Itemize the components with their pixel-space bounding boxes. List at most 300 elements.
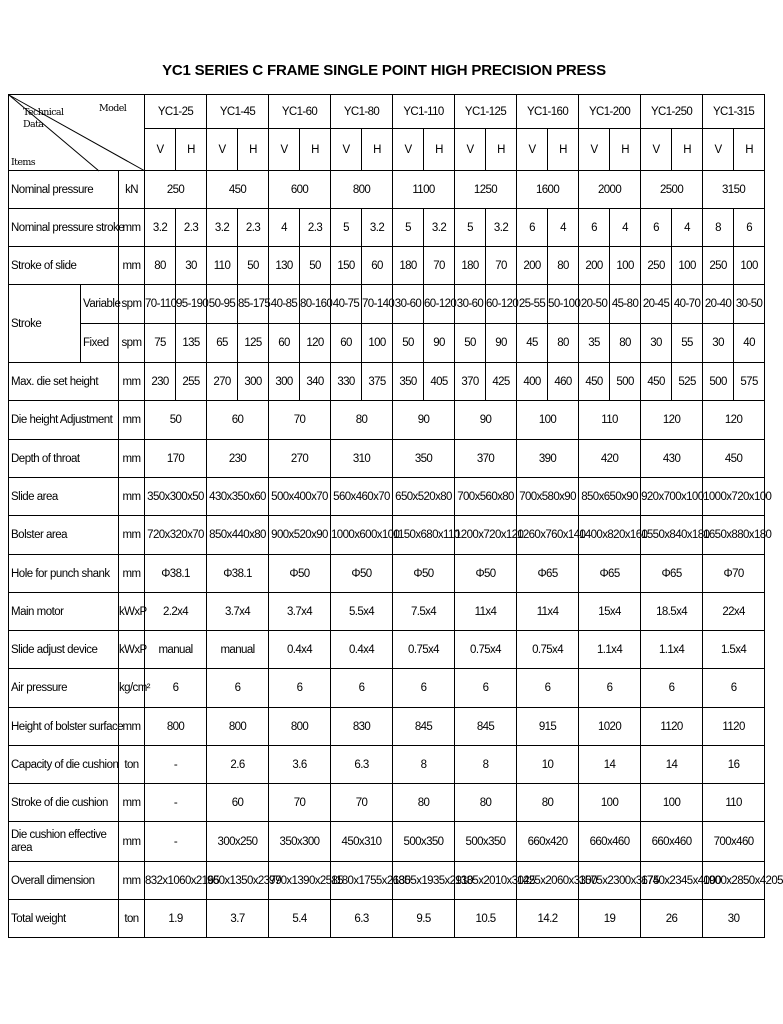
value-cell: 50 xyxy=(238,247,269,285)
value-cell: 2.3 xyxy=(238,209,269,247)
value-cell: 30-60 xyxy=(455,285,486,324)
row-label: Main motor xyxy=(9,593,119,631)
value-cell: 8 xyxy=(393,746,455,784)
value-cell: 22x4 xyxy=(703,593,765,631)
value-cell: manual xyxy=(207,631,269,669)
unit-cell: mm xyxy=(119,555,145,593)
value-cell: 525 xyxy=(672,363,703,401)
table-row xyxy=(9,363,765,401)
value-cell: 1.1x4 xyxy=(579,631,641,669)
value-cell: 75 xyxy=(145,324,176,363)
value-cell: 6 xyxy=(207,669,269,708)
value-cell: 11x4 xyxy=(517,593,579,631)
value-cell: 80-160 xyxy=(300,285,331,324)
value-cell: 800 xyxy=(145,708,207,746)
value-cell: 830 xyxy=(331,708,393,746)
value-cell: 5.4 xyxy=(269,900,331,938)
variant-v-header: V xyxy=(331,129,362,171)
variant-h-header: H xyxy=(548,129,579,171)
value-cell: 0.75x4 xyxy=(517,631,579,669)
value-cell: 832x1060x2165 xyxy=(145,862,207,900)
unit-cell: kg/cm² xyxy=(119,669,145,708)
table-row xyxy=(9,478,765,516)
value-cell: 250 xyxy=(703,247,734,285)
unit-cell: kN xyxy=(119,171,145,209)
unit-cell: mm xyxy=(119,440,145,478)
variant-v-header: V xyxy=(393,129,424,171)
value-cell: 660x460 xyxy=(579,822,641,862)
value-cell: 500x400x70 xyxy=(269,478,331,516)
value-cell: 70 xyxy=(331,784,393,822)
value-cell: 400 xyxy=(517,363,548,401)
table-row xyxy=(9,516,765,555)
value-cell: 95-190 xyxy=(176,285,207,324)
value-cell: Φ38.1 xyxy=(145,555,207,593)
value-cell: 10 xyxy=(517,746,579,784)
value-cell: 40 xyxy=(734,324,765,363)
table-row xyxy=(9,669,765,708)
value-cell: 560x460x70 xyxy=(331,478,393,516)
unit-cell: mm xyxy=(119,247,145,285)
variant-v-header: V xyxy=(455,129,486,171)
model-header-cell: YC1-125 xyxy=(455,95,517,129)
value-cell: 180 xyxy=(393,247,424,285)
value-cell: 90 xyxy=(455,401,517,440)
unit-cell: ton xyxy=(119,900,145,938)
value-cell: 1150x680x110 xyxy=(393,516,455,555)
table-row xyxy=(9,555,765,593)
value-cell: 3.2 xyxy=(486,209,517,247)
value-cell: 970x1390x2585 xyxy=(269,862,331,900)
unit-cell: mm xyxy=(119,516,145,555)
value-cell: 350x300 xyxy=(269,822,331,862)
value-cell: 18.5x4 xyxy=(641,593,703,631)
variant-h-header: H xyxy=(486,129,517,171)
value-cell: 15x4 xyxy=(579,593,641,631)
table-row xyxy=(9,708,765,746)
table-row xyxy=(9,822,765,862)
value-cell: 45 xyxy=(517,324,548,363)
value-cell: 1260x760x140 xyxy=(517,516,579,555)
value-cell: 70 xyxy=(486,247,517,285)
value-cell: 2000 xyxy=(579,171,641,209)
value-cell: 300 xyxy=(269,363,300,401)
value-cell: 40-75 xyxy=(331,285,362,324)
value-cell: 1900x2850x4205 xyxy=(703,862,765,900)
table-row xyxy=(9,900,765,938)
model-header-cell: YC1-60 xyxy=(269,95,331,129)
value-cell: 0.4x4 xyxy=(269,631,331,669)
value-cell: 5 xyxy=(331,209,362,247)
value-cell: 3150 xyxy=(703,171,765,209)
value-cell: 575 xyxy=(734,363,765,401)
value-cell: 915 xyxy=(517,708,579,746)
value-cell: Φ50 xyxy=(393,555,455,593)
table-row xyxy=(9,593,765,631)
value-cell: 350x300x50 xyxy=(145,478,207,516)
table-row xyxy=(9,784,765,822)
corner-items-label: Items xyxy=(11,157,36,168)
value-cell: 450 xyxy=(207,171,269,209)
value-cell: 11x4 xyxy=(455,593,517,631)
value-cell: 110 xyxy=(579,401,641,440)
value-cell: 700x560x80 xyxy=(455,478,517,516)
value-cell: 500x350 xyxy=(393,822,455,862)
value-cell: 6 xyxy=(641,209,672,247)
value-cell: 350 xyxy=(393,440,455,478)
variant-v-header: V xyxy=(703,129,734,171)
row-label: Hole for punch shank xyxy=(9,555,119,593)
value-cell: 3.2 xyxy=(424,209,455,247)
variant-v-header: V xyxy=(517,129,548,171)
variant-h-header: H xyxy=(734,129,765,171)
value-cell: 660x460 xyxy=(641,822,703,862)
value-cell: 40-85 xyxy=(269,285,300,324)
value-cell: 660x420 xyxy=(517,822,579,862)
value-cell: 1200x720x120 xyxy=(455,516,517,555)
value-cell: 6 xyxy=(579,209,610,247)
value-cell: 30 xyxy=(703,900,765,938)
value-cell: 3.7 xyxy=(207,900,269,938)
value-cell: 20-40 xyxy=(703,285,734,324)
value-cell: 120 xyxy=(703,401,765,440)
value-cell: 270 xyxy=(269,440,331,478)
value-cell: 80 xyxy=(548,324,579,363)
value-cell: 50-100 xyxy=(548,285,579,324)
value-cell: 60 xyxy=(362,247,393,285)
value-cell: 6 xyxy=(269,669,331,708)
value-cell: 1.5x4 xyxy=(703,631,765,669)
value-cell: 6 xyxy=(517,209,548,247)
value-cell: 80 xyxy=(548,247,579,285)
value-cell: 100 xyxy=(517,401,579,440)
value-cell: 420 xyxy=(579,440,641,478)
value-cell: 300x250 xyxy=(207,822,269,862)
value-cell: 5 xyxy=(455,209,486,247)
value-cell: 180 xyxy=(455,247,486,285)
value-cell: 5 xyxy=(393,209,424,247)
value-cell: 3.6 xyxy=(269,746,331,784)
value-cell: 6 xyxy=(393,669,455,708)
variant-h-header: H xyxy=(176,129,207,171)
value-cell: 1120 xyxy=(641,708,703,746)
value-cell: 90 xyxy=(424,324,455,363)
value-cell: 6 xyxy=(145,669,207,708)
value-cell: 845 xyxy=(455,708,517,746)
unit-cell: mm xyxy=(119,209,145,247)
value-cell: 1650x880x180 xyxy=(703,516,765,555)
value-cell: 0.75x4 xyxy=(455,631,517,669)
unit-cell: mm xyxy=(119,401,145,440)
value-cell: 4 xyxy=(672,209,703,247)
row-label: Depth of throat xyxy=(9,440,119,478)
row-label: Die cushion effective area xyxy=(9,822,119,862)
unit-cell: spm xyxy=(119,324,145,363)
value-cell: 110 xyxy=(207,247,238,285)
value-cell: 130 xyxy=(269,247,300,285)
table-row xyxy=(9,209,765,247)
value-cell: 60 xyxy=(207,401,269,440)
value-cell: 4 xyxy=(610,209,641,247)
value-cell: 3.2 xyxy=(145,209,176,247)
value-cell: 14 xyxy=(579,746,641,784)
value-cell: 30 xyxy=(176,247,207,285)
variant-h-header: H xyxy=(362,129,393,171)
value-cell: 80 xyxy=(517,784,579,822)
value-cell: 1250 xyxy=(455,171,517,209)
value-cell: 720x320x70 xyxy=(145,516,207,555)
value-cell: 425 xyxy=(486,363,517,401)
model-header-row xyxy=(9,95,765,129)
value-cell: Φ50 xyxy=(269,555,331,593)
row-label: Total weight xyxy=(9,900,119,938)
value-cell: 0.75x4 xyxy=(393,631,455,669)
value-cell: Φ38.1 xyxy=(207,555,269,593)
value-cell: 430 xyxy=(641,440,703,478)
value-cell: 700x460 xyxy=(703,822,765,862)
value-cell: 40-70 xyxy=(672,285,703,324)
row-label: Capacity of die cushion xyxy=(9,746,119,784)
value-cell: 6.3 xyxy=(331,746,393,784)
value-cell: 55 xyxy=(672,324,703,363)
value-cell: 19 xyxy=(579,900,641,938)
value-cell: 85-175 xyxy=(238,285,269,324)
value-cell: 90 xyxy=(486,324,517,363)
value-cell: 6 xyxy=(641,669,703,708)
value-cell: 6 xyxy=(455,669,517,708)
spec-table xyxy=(8,94,783,938)
value-cell: 60 xyxy=(331,324,362,363)
value-cell: 300 xyxy=(238,363,269,401)
value-cell: 8 xyxy=(703,209,734,247)
model-header-cell: YC1-315 xyxy=(703,95,765,129)
value-cell: 230 xyxy=(207,440,269,478)
value-cell: 60 xyxy=(207,784,269,822)
value-cell: 70 xyxy=(269,401,331,440)
value-cell: 60-120 xyxy=(424,285,455,324)
value-cell: 3.2 xyxy=(207,209,238,247)
value-cell: 900x520x90 xyxy=(269,516,331,555)
row-label: Nominal pressure stroke xyxy=(9,209,119,247)
table-row xyxy=(9,746,765,784)
value-cell: 700x580x90 xyxy=(517,478,579,516)
value-cell: 800 xyxy=(331,171,393,209)
value-cell: 110 xyxy=(703,784,765,822)
value-cell: 14.2 xyxy=(517,900,579,938)
value-cell: 340 xyxy=(300,363,331,401)
row-label: Air pressure xyxy=(9,669,119,708)
value-cell: 30 xyxy=(641,324,672,363)
value-cell: 600 xyxy=(269,171,331,209)
value-cell: 255 xyxy=(176,363,207,401)
value-cell: 800 xyxy=(207,708,269,746)
value-cell: 9.5 xyxy=(393,900,455,938)
value-cell: 25-55 xyxy=(517,285,548,324)
table-row xyxy=(9,862,765,900)
value-cell: 2.3 xyxy=(176,209,207,247)
value-cell: 125 xyxy=(238,324,269,363)
value-cell: 1000x720x100 xyxy=(703,478,765,516)
table-row xyxy=(9,440,765,478)
value-cell: 50 xyxy=(455,324,486,363)
value-cell: 50 xyxy=(393,324,424,363)
value-cell: - xyxy=(145,822,207,862)
value-cell: 250 xyxy=(145,171,207,209)
value-cell: 1575x2300x3675 xyxy=(579,862,641,900)
value-cell: 850x440x80 xyxy=(207,516,269,555)
row-label: Stroke of die cushion xyxy=(9,784,119,822)
value-cell: 450 xyxy=(579,363,610,401)
value-cell: 350 xyxy=(393,363,424,401)
variant-v-header: V xyxy=(579,129,610,171)
value-cell: 1600 xyxy=(517,171,579,209)
value-cell: 1000x600x100 xyxy=(331,516,393,555)
value-cell: 70-140 xyxy=(362,285,393,324)
value-cell: 1550x840x180 xyxy=(641,516,703,555)
value-cell: 135 xyxy=(176,324,207,363)
model-header-cell: YC1-160 xyxy=(517,95,579,129)
value-cell: 65 xyxy=(207,324,238,363)
value-cell: 7.5x4 xyxy=(393,593,455,631)
value-cell: manual xyxy=(145,631,207,669)
value-cell: 2.2x4 xyxy=(145,593,207,631)
value-cell: Φ65 xyxy=(517,555,579,593)
row-label: Slide area xyxy=(9,478,119,516)
value-cell: 100 xyxy=(734,247,765,285)
value-cell: 450 xyxy=(703,440,765,478)
value-cell: 405 xyxy=(424,363,455,401)
value-cell: 250 xyxy=(641,247,672,285)
value-cell: - xyxy=(145,784,207,822)
row-label: Bolster area xyxy=(9,516,119,555)
variant-v-header: V xyxy=(641,129,672,171)
table-row xyxy=(9,401,765,440)
model-header-cell: YC1-45 xyxy=(207,95,269,129)
value-cell: 50 xyxy=(300,247,331,285)
value-cell: 3.7x4 xyxy=(207,593,269,631)
unit-cell: kWxP xyxy=(119,631,145,669)
value-cell: 20-50 xyxy=(579,285,610,324)
value-cell: 6 xyxy=(734,209,765,247)
value-cell: 1740x2345x4000 xyxy=(641,862,703,900)
value-cell: 200 xyxy=(579,247,610,285)
value-cell: 60-120 xyxy=(486,285,517,324)
value-cell: 850x650x90 xyxy=(579,478,641,516)
value-cell: 45-80 xyxy=(610,285,641,324)
row-label: Overall dimension xyxy=(9,862,119,900)
value-cell: 100 xyxy=(610,247,641,285)
value-cell: 1120 xyxy=(703,708,765,746)
unit-cell: mm xyxy=(119,822,145,862)
value-cell: 200 xyxy=(517,247,548,285)
sub-row-label: Fixed xyxy=(81,324,119,363)
value-cell: 430x350x60 xyxy=(207,478,269,516)
unit-cell: ton xyxy=(119,746,145,784)
value-cell: 100 xyxy=(579,784,641,822)
model-header-cell: YC1-80 xyxy=(331,95,393,129)
corner-technical-label: Technical xyxy=(23,107,64,118)
value-cell: 150 xyxy=(331,247,362,285)
model-header-cell: YC1-110 xyxy=(393,95,455,129)
value-cell: 30-60 xyxy=(393,285,424,324)
value-cell: 2500 xyxy=(641,171,703,209)
value-cell: 1.9 xyxy=(145,900,207,938)
value-cell: 90 xyxy=(393,401,455,440)
value-cell: 16 xyxy=(703,746,765,784)
value-cell: 170 xyxy=(145,440,207,478)
variant-h-header: H xyxy=(610,129,641,171)
value-cell: 8 xyxy=(455,746,517,784)
value-cell: 270 xyxy=(207,363,238,401)
value-cell: 35 xyxy=(579,324,610,363)
corner-model-label: Model xyxy=(99,103,127,114)
value-cell: 80 xyxy=(145,247,176,285)
value-cell: 2.3 xyxy=(300,209,331,247)
value-cell: Φ50 xyxy=(331,555,393,593)
value-cell: 650x520x80 xyxy=(393,478,455,516)
table-row xyxy=(9,285,765,324)
table-row xyxy=(9,324,765,363)
row-label: Stroke xyxy=(9,285,81,363)
value-cell: Φ65 xyxy=(579,555,641,593)
value-cell: 1020 xyxy=(579,708,641,746)
value-cell: 80 xyxy=(610,324,641,363)
value-cell: 1425x2060x3300 xyxy=(517,862,579,900)
value-cell: 4 xyxy=(548,209,579,247)
value-cell: 390 xyxy=(517,440,579,478)
value-cell: 30 xyxy=(703,324,734,363)
sub-row-label: Variable xyxy=(81,285,119,324)
value-cell: 5.5x4 xyxy=(331,593,393,631)
value-cell: 500 xyxy=(610,363,641,401)
document-title: YC1 SERIES C FRAME SINGLE POINT HIGH PRECISION PRESS xyxy=(162,62,606,79)
value-cell: 10.5 xyxy=(455,900,517,938)
value-cell: 450x310 xyxy=(331,822,393,862)
value-cell: Φ70 xyxy=(703,555,765,593)
table-row xyxy=(9,171,765,209)
value-cell: 230 xyxy=(145,363,176,401)
model-header-cell: YC1-250 xyxy=(641,95,703,129)
table-row xyxy=(9,247,765,285)
value-cell: 845 xyxy=(393,708,455,746)
value-cell: 1100 xyxy=(393,171,455,209)
value-cell: 120 xyxy=(300,324,331,363)
value-cell: 80 xyxy=(455,784,517,822)
value-cell: 120 xyxy=(641,401,703,440)
value-cell: 6.3 xyxy=(331,900,393,938)
model-header-cell: YC1-200 xyxy=(579,95,641,129)
value-cell: 920x700x100 xyxy=(641,478,703,516)
value-cell: 70 xyxy=(424,247,455,285)
value-cell: 370 xyxy=(455,440,517,478)
unit-cell: mm xyxy=(119,862,145,900)
value-cell: 26 xyxy=(641,900,703,938)
variant-h-header: H xyxy=(238,129,269,171)
unit-cell: mm xyxy=(119,478,145,516)
value-cell: 6 xyxy=(703,669,765,708)
value-cell: 3.2 xyxy=(362,209,393,247)
value-cell: 375 xyxy=(362,363,393,401)
value-cell: 3.7x4 xyxy=(269,593,331,631)
value-cell: 4 xyxy=(269,209,300,247)
value-cell: 70-110 xyxy=(145,285,176,324)
row-label: Height of bolster surface xyxy=(9,708,119,746)
value-cell: 80 xyxy=(393,784,455,822)
variant-h-header: H xyxy=(300,129,331,171)
value-cell: 310 xyxy=(331,440,393,478)
unit-cell: kWxP xyxy=(119,593,145,631)
value-cell: 30-50 xyxy=(734,285,765,324)
